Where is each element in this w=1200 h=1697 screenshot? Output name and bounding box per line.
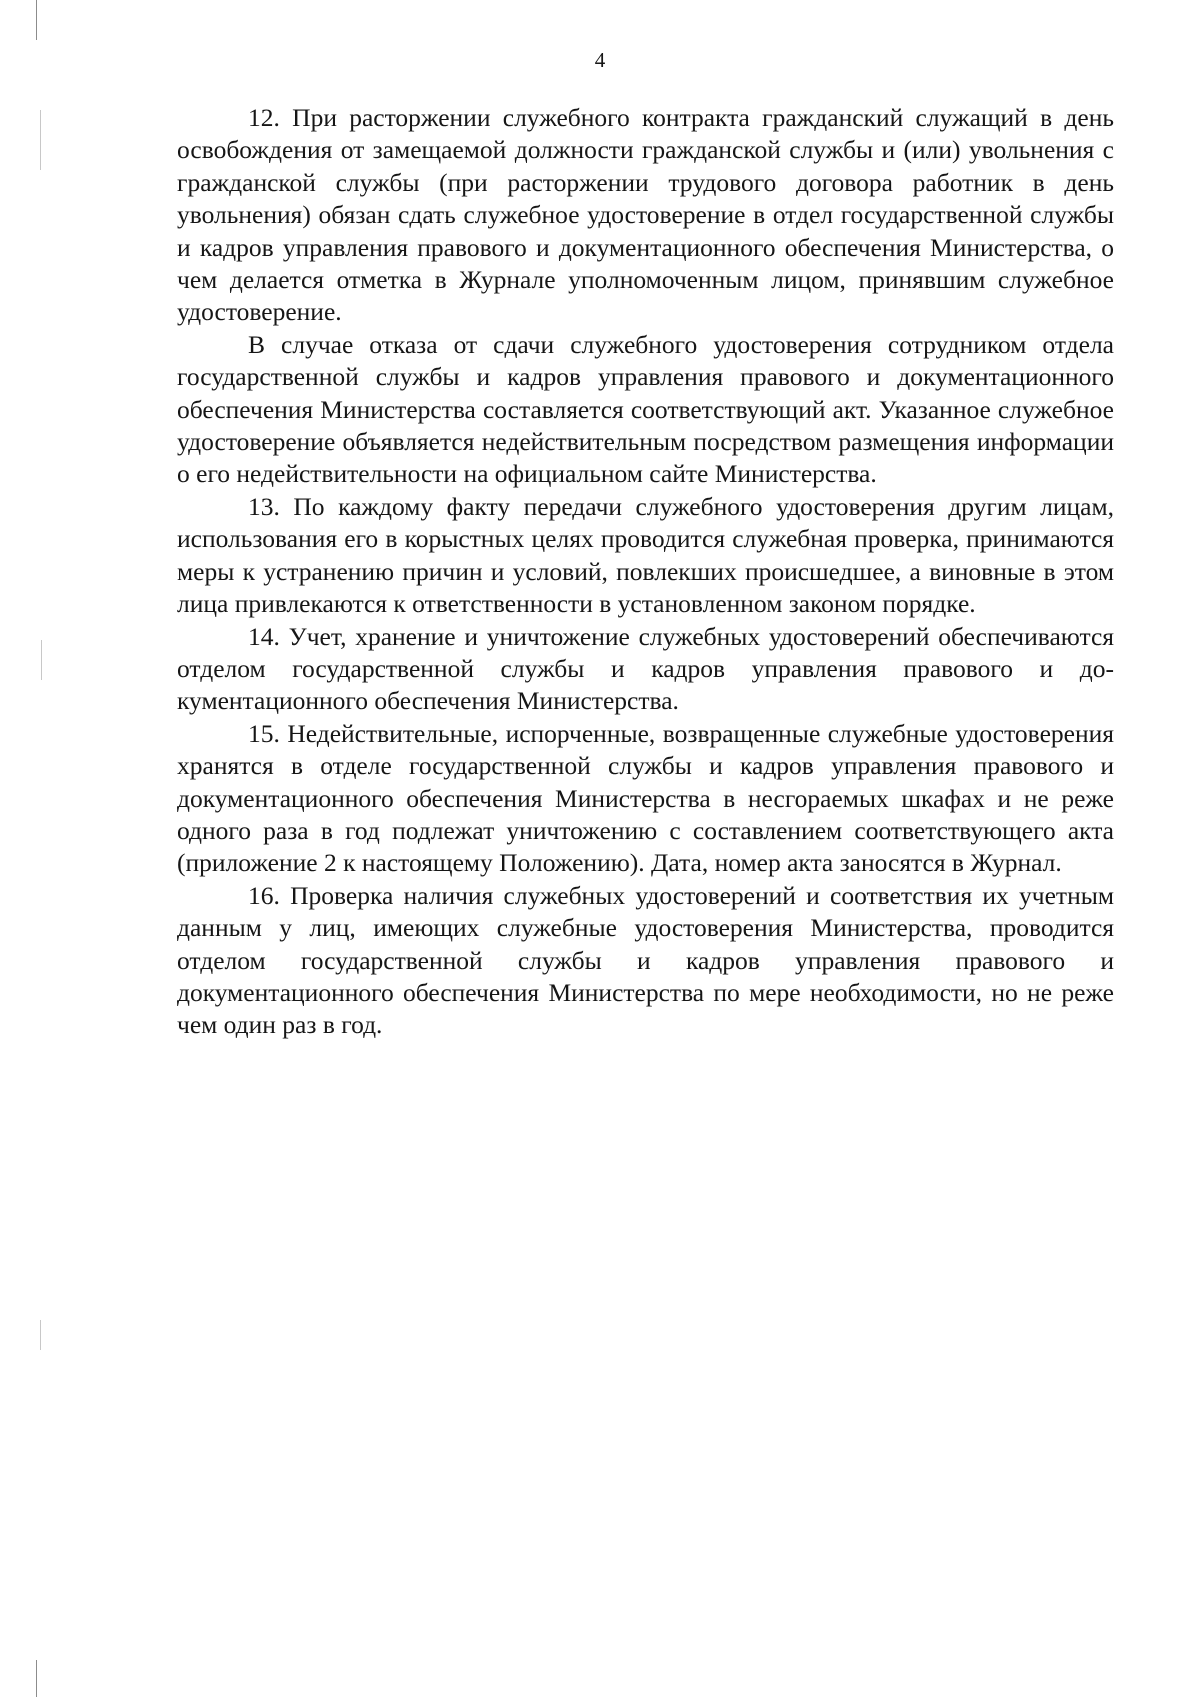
scan-speck (41, 640, 42, 680)
scan-speck (40, 1320, 41, 1350)
scan-edge-bottom (36, 1660, 37, 1697)
document-body (177, 102, 1114, 1042)
paragraph-12-continuation: В случае отказа от сдачи служебного удостоверения сотрудником отдела государственной службы и кадров управления правового и документационного обеспечения Министерства составляется соответствующий акт. Указанное служебное удостоверение объявляется недействительным посредством размещения информации о его недействительности на официальном сайте Министерства. (177, 329, 1114, 489)
paragraph-12: 12. При расторжении служебного контракта гражданский служащий в день освобождения от замещаемой должности гражданской службы и (или) увольнения с гражданской службы (при расторжении трудового договора работник в день увольнения) обязан сдать служебное удостоверение в отдел государственной службы и кадров управления правового и документационного обеспечения Министерства, о чем делается отметка в Журнале уполномоченным лицом, принявшим служебное удостоверение. (177, 103, 1114, 327)
paragraph-15: 15. Недействительные, испорченные, возвращенные служебные удостоверения хранятся в отделе государственной службы и кадров управления правового и документационного обеспечения Министерства в несгораемых шкафах и не реже одного раза в год подлежат уничтожению с составлением соответствующего акта (приложение 2 к настоящему Положению). Дата, номер акта заносятся в Журнал. (177, 718, 1114, 878)
page-number: 4 (594, 48, 606, 72)
scan-edge-top (36, 0, 37, 40)
scan-speck (40, 110, 41, 170)
paragraph-16: 16. Проверка наличия служебных удостоверений и соответствия их учетным данным у лиц, имеющих служебные удостоверения Министерства, проводится отделом государственной службы и кадров управления правового и документационного обеспечения Министерства по мере необходимости, но не реже чем один раз в год. (177, 880, 1114, 1040)
paragraph-14: 14. Учет, хранение и уничтожение служебных удостоверений обеспечиваются отделом государственной службы и кадров управления правового и документационного обеспечения Министерства. (177, 621, 1114, 716)
paragraph-13: 13. По каждому факту передачи служебного удостоверения другим лицам, использования его в корыстных целях проводится служебная проверка, принимаются меры к устранению причин и условий, повлекших происшедшее, а виновные в этом лица привлекаются к ответственности в установленном законом порядке. (177, 491, 1114, 619)
